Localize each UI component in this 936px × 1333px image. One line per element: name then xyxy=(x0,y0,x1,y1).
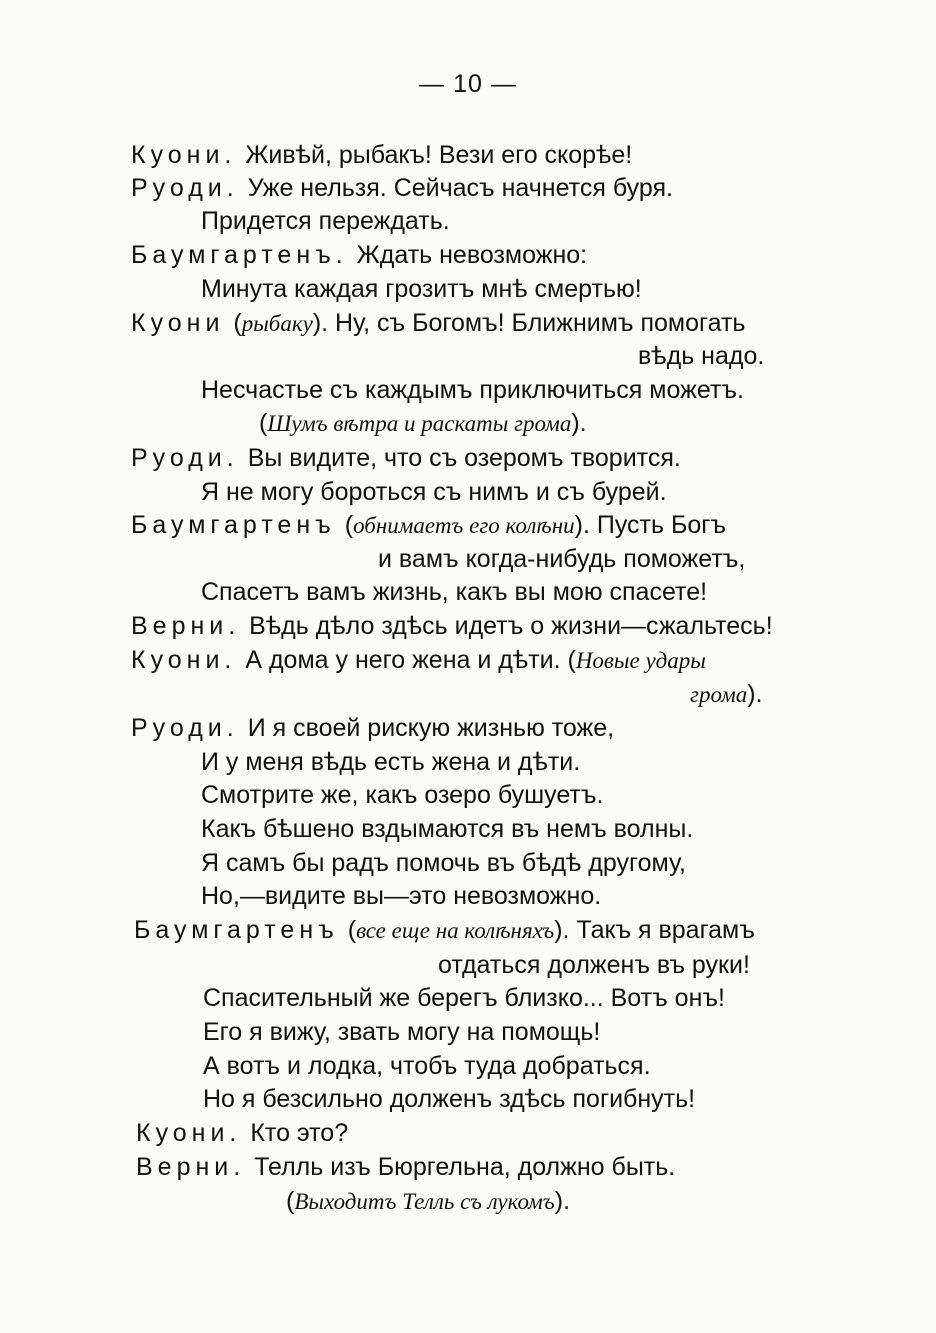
stage-direction: Шумъ вѣтра и раскаты грома xyxy=(267,411,572,436)
line-text: Ждать невозможно: xyxy=(356,241,588,269)
dialogue-line xyxy=(131,645,706,676)
line-text: А дома у него жена и дѣти. xyxy=(245,646,561,674)
verse-line: Несчастье съ каждымъ приключиться можетъ. xyxy=(201,376,744,404)
line-text: ). Пусть Богъ xyxy=(574,511,727,539)
speaker-name: Верни. xyxy=(131,612,241,640)
dialogue-line xyxy=(131,140,632,170)
stage-direction-line xyxy=(690,679,763,710)
speaker-name: Баумгартенъ. xyxy=(131,241,348,269)
verse-line: Спасетъ вамъ жизнь, какъ вы мою спасете! xyxy=(201,578,708,606)
verse-line: Я самъ бы радъ помочь въ бѣдѣ другому, xyxy=(201,849,686,877)
speaker-name: Куони xyxy=(131,309,225,337)
speaker-name: Куони. xyxy=(136,1119,242,1147)
dialogue-line xyxy=(134,915,755,946)
dialogue-line xyxy=(131,510,726,541)
line-text: ). Такъ я врагамъ xyxy=(554,916,755,944)
punct: ( xyxy=(560,646,576,674)
line-text: Живѣй, рыбакъ! Вези его скорѣе! xyxy=(245,141,633,169)
speaker-name: Куони. xyxy=(131,141,237,169)
verse-line: И у меня вѣдь есть жена и дѣти. xyxy=(201,748,581,776)
speaker-name: Баумгартенъ xyxy=(131,511,336,539)
dialogue-line xyxy=(131,611,773,641)
punct: ( xyxy=(347,916,357,944)
line-text: Телль изъ Бюргельна, должно быть. xyxy=(254,1153,676,1181)
line-text: Уже нельзя. Сейчасъ начнется буря. xyxy=(247,174,673,202)
stage-direction: Новые удары xyxy=(575,648,706,673)
dialogue-line xyxy=(136,1118,348,1148)
speaker-name: Куони. xyxy=(131,646,237,674)
verse-line: Смотрите же, какъ озеро бушуетъ. xyxy=(201,781,604,809)
stage-direction: Выходитъ Телль съ лукомъ xyxy=(294,1189,555,1214)
punct: ). xyxy=(747,680,763,708)
verse-line: Его я вижу, звать могу на помощь! xyxy=(203,1018,601,1046)
punct: ( xyxy=(286,1187,295,1215)
line-text: Вы видите, что съ озеромъ творится. xyxy=(247,444,681,472)
punct: ( xyxy=(259,409,268,437)
speaker-name: Руоди. xyxy=(131,174,239,202)
punct: ( xyxy=(233,309,242,337)
punct: ). xyxy=(571,409,587,437)
verse-line: Но я безсильно долженъ здѣсь погибнуть! xyxy=(203,1085,696,1113)
dialogue-line xyxy=(131,443,681,473)
stage-direction: грома xyxy=(690,682,748,707)
speaker-name: Руоди. xyxy=(131,714,239,742)
dialogue-line xyxy=(131,240,587,270)
verse-line: Минута каждая грозитъ мнѣ смертью! xyxy=(201,275,642,303)
dialogue-line xyxy=(136,1152,675,1182)
verse-line: Спасительный же берегъ близко... Вотъ онъ! xyxy=(203,984,725,1012)
verse-line: и вамъ когда-нибудь поможетъ, xyxy=(378,545,746,573)
verse-line: Придется переждать. xyxy=(201,207,450,235)
speaker-name: Руоди. xyxy=(131,444,239,472)
verse-line: А вотъ и лодка, чтобъ туда добраться. xyxy=(203,1052,651,1080)
line-text: Вѣдь дѣло здѣсь идетъ о жизни—сжальтесь! xyxy=(249,612,773,640)
speaker-name: Верни. xyxy=(136,1153,246,1181)
stage-direction-line xyxy=(259,408,587,439)
verse-line: Но,—видите вы—это невозможно. xyxy=(201,882,602,910)
punct: ( xyxy=(344,511,354,539)
stage-direction-line xyxy=(286,1186,570,1217)
line-text: Кто это? xyxy=(250,1119,349,1147)
dialogue-line xyxy=(131,308,745,339)
verse-line: отдаться долженъ въ руки! xyxy=(438,951,750,979)
line-text: И я своей рискую жизнью тоже, xyxy=(247,714,615,742)
punct: ). xyxy=(554,1187,571,1215)
stage-direction: все еще на колѣняхъ xyxy=(356,918,555,943)
page-number: — 10 — xyxy=(419,70,517,98)
dialogue-line xyxy=(131,713,614,743)
dialogue-line xyxy=(131,173,673,203)
speaker-name: Баумгартенъ xyxy=(134,916,339,944)
stage-direction: обнимаетъ его колѣни xyxy=(353,513,575,538)
verse-line: вѣдь надо. xyxy=(638,342,765,370)
verse-line: Какъ бѣшено вздымаются въ немъ волны. xyxy=(201,815,694,843)
verse-line: Я не могу бороться съ нимъ и съ бурей. xyxy=(201,478,667,506)
line-text: ). Ну, съ Богомъ! Ближнимъ помогать xyxy=(312,309,746,337)
stage-direction: рыбаку xyxy=(241,311,313,336)
